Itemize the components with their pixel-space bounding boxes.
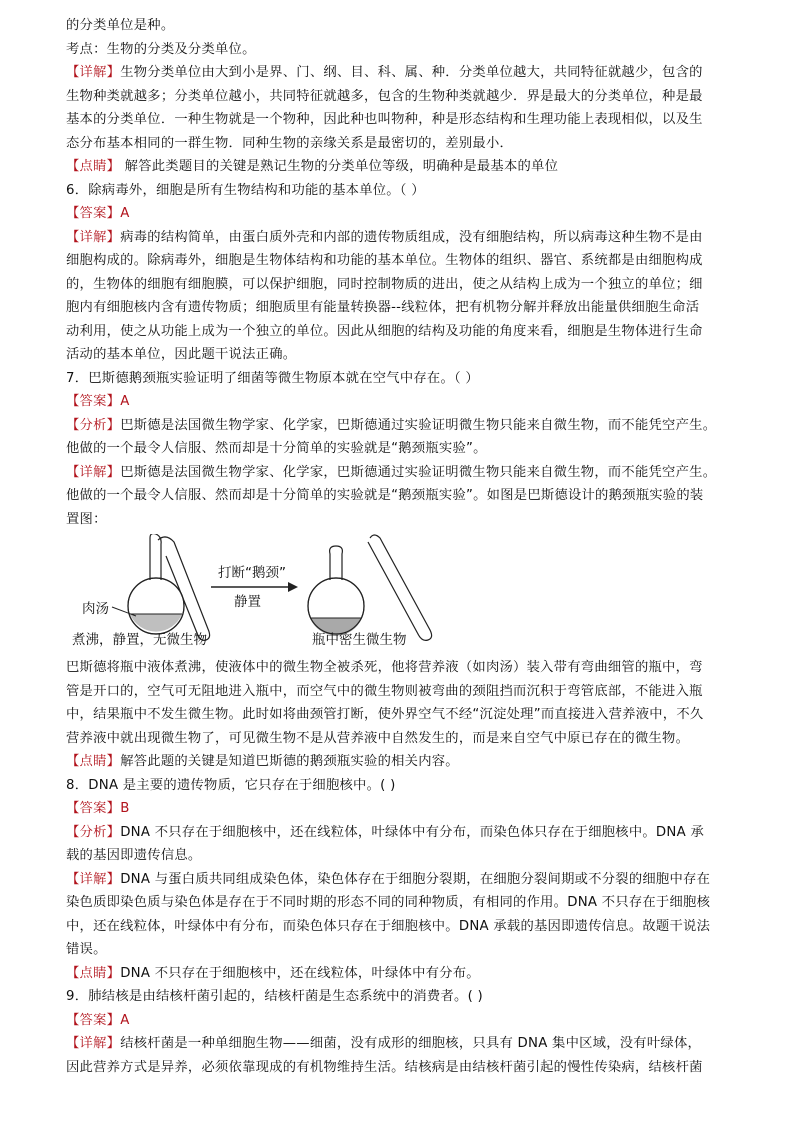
answer-line [66,390,730,414]
answer-value: A [120,394,130,409]
analysis-line: 他做的一个最令人信服、然而却是十分简单的实验就是“鹅颈瓶实验”。 [66,441,487,456]
point-tag: 【点睛】 [66,754,121,769]
detail-line: 营养液中就出现微生物了，可见微生物不是从营养液中自然发生的，而是来自空气中原已存在的微生物。 [66,730,690,746]
question-8: 8．DNA 是主要的遗传物质，它只存在于细胞核中。( ) [66,777,396,793]
arrow-label-top: 打断“鹅颈” [218,565,286,581]
detail-tag: 【详解】 [66,65,121,80]
detail-line: 【详解】结核杆菌是一种单细胞生物——细菌，没有成形的细胞核，只具有 DNA 集中区域，没有叶绿体， [66,1036,702,1051]
detail-line: 他做的一个最令人信服、然而却是十分简单的实验就是“鹅颈瓶实验”。如图是巴斯德设计的鹅颈瓶实验的装 [66,488,704,503]
answer-tag: 【答案】 [66,206,121,221]
detail-line: 【详解】巴斯德是法国微生物学家、化学家，巴斯德通过实验证明微生物只能来自微生物，而不能凭空产生。 [66,464,717,480]
detail-line: 【详解】病毒的结构简单，由蛋白质外壳和内部的遗传物质组成，没有细胞结构，所以病毒这种生物不是由 [66,229,703,245]
broth-pointer [112,607,136,616]
detail-line: 的，生物体的细胞有细胞膜，可以保护细胞，同时控制物质的进出，使之从结构上成为一个独立的单位；细 [66,276,703,292]
analysis-line: 【分析】DNA 不只存在于细胞核中，还在线粒体，叶绿体中有分布，而染色体只存在于细胞核中。DNA 承 [66,824,704,840]
detail-line: 管是开口的，空气可无阻地进入瓶中，而空气中的微生物则被弯曲的颈阻挡而沉积于弯管底部，不能进入瓶 [66,683,703,699]
answer-tag: 【答案】 [66,394,121,409]
broth-label: 肉汤 [82,601,109,617]
detail-line: 活动的基本单位，因此题干说法正确。 [66,347,297,362]
caption-right: 瓶中密生微生物 [312,632,407,648]
detail-line: 中，结果瓶中不发生微生物。此时如将曲颈管打断，使外界空气不经“沉淀处理”而直接进入营养液中，不久 [66,707,704,722]
answer-line [66,797,730,821]
detail-line: 巴斯德将瓶中液体煮沸，使液体中的微生物全被杀死，他将营养液（如肉汤）装入带有弯曲细管的瓶中，弯 [66,660,703,675]
question-9: 9．肺结核是由结核杆菌引起的，结核杆菌是生态系统中的消费者。( ) [66,989,483,1004]
point-tag: 【点睛】 [66,159,121,174]
answer-line [66,202,730,226]
detail-line: 细胞构成的。除病毒外，细胞是生物体结构和功能的基本单位。生物体的组织、器官、系统都是由细胞构成 [66,253,703,268]
detail-line: 中，还在线粒体，叶绿体中有分布，而染色体只存在于细胞核中。DNA 承载的基因即遗传信息。故题干说法 [66,918,711,934]
detached-neck [368,535,432,640]
answer-value: A [120,206,130,221]
point-line: 【点睛】解答此题的关键是知道巴斯德的鹅颈瓶实验的相关内容。 [66,754,459,769]
detail-line: 动利用，使之从功能上成为一个独立的单位。因此从细胞的结构及功能的角度来看，细胞是生物体进行生命 [66,323,703,339]
detail-line: 【详解】DNA 与蛋白质共同组成染色体，染色体存在于细胞分裂期，在细胞分裂间期或不分裂的细胞中存在 [66,871,711,887]
analysis-tag: 【分析】 [66,417,121,433]
caption-left: 煮沸，静置，无微生物 [72,632,207,648]
answer-line [66,1009,730,1033]
document-page [66,14,730,1079]
analysis-tag: 【分析】 [66,824,121,840]
analysis-line: 【分析】巴斯德是法国微生物学家、化学家，巴斯德通过实验证明微生物只能来自微生物，而不能凭空产生。 [66,417,717,433]
text-line: 的分类单位是种。 [66,18,175,33]
point-tag: 【点睛】 [66,965,121,981]
detail-line: 【详解】生物分类单位由大到小是界、门、纲、目、科、属、种．分类单位越大，共同特征就越少，包含的 [66,65,703,80]
detail-line: 错误。 [66,942,107,957]
point-line: 【点睛】 解答此类题目的关键是熟记生物的分类单位等级，明确种是最基本的单位 [66,159,559,174]
answer-value: A [120,1012,130,1028]
detail-line: 因此营养方式是异养，必须依靠现成的有机物维持生活。结核病是由结核杆菌引起的慢性传染病，结核杆菌 [66,1059,703,1075]
detail-line: 生物种类就越多；分类单位越小，共同特征就越多，包含的生物种类就越少．界是最大的分类单位，种是最 [66,88,703,104]
detail-line: 态分布基本相同的一群生物．同种生物的亲缘关系是最密切的，差别最小． [66,135,514,151]
detail-line: 胞内有细胞核内含有遗传物质；细胞质里有能量转换器--线粒体，把有机物分解并释放出能量供细胞生命活 [66,300,700,315]
detail-tag: 【详解】 [66,464,121,480]
detail-line: 基本的分类单位．一种生物就是一个物种，因此种也叫物种，种是形态结构和生理功能上表现相似，以及生 [66,112,703,127]
analysis-line: 载的基因即遗传信息。 [66,848,202,863]
question-6: 6．除病毒外，细胞是所有生物结构和功能的基本单位。（ ） [66,182,425,198]
answer-tag: 【答案】 [66,1012,121,1028]
question-7: 7．巴斯德鹅颈瓶实验证明了细菌等微生物原本就在空气中存在。（ ） [66,370,479,386]
detail-tag: 【详解】 [66,229,121,245]
answer-value: B [120,801,130,816]
text-line: 考点：生物的分类及分类单位。 [66,41,256,57]
arrow-label-bottom: 静置 [234,594,261,610]
point-line: 【点睛】DNA 不只存在于细胞核中，还在线粒体，叶绿体中有分布。 [66,965,480,981]
detail-tag: 【详解】 [66,1036,121,1051]
swan-neck-flask-figure [66,534,730,652]
answer-tag: 【答案】 [66,801,121,816]
detail-tag: 【详解】 [66,871,121,887]
detail-line: 置图： [66,511,107,527]
detail-line: 染色质即染色质与染色体是存在于不同时期的形态不同的同种物质，有相同的作用。DNA 不只存在于细胞核 [66,895,711,910]
